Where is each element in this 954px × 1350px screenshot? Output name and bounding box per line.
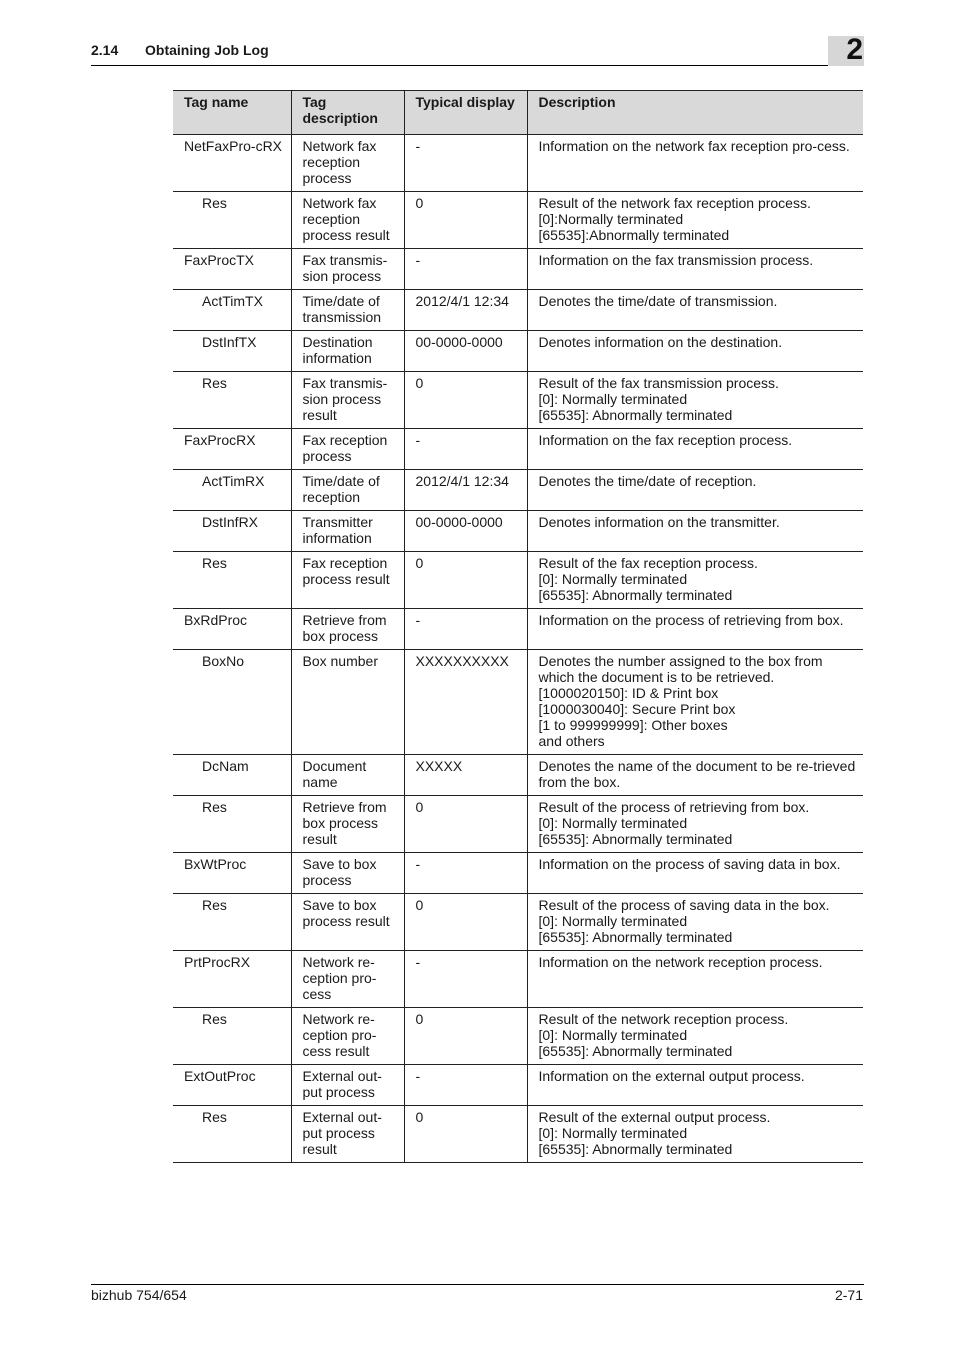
cell-tag-description: Destination information bbox=[291, 331, 404, 372]
cell-tag-name: Res bbox=[173, 1008, 291, 1065]
cell-description: Information on the fax transmission process. bbox=[527, 249, 863, 290]
cell-typical-display: 0 bbox=[404, 192, 527, 249]
cell-tag-name: DcNam bbox=[173, 755, 291, 796]
cell-tag-description: Save to box process result bbox=[291, 894, 404, 951]
cell-typical-display: 0 bbox=[404, 552, 527, 609]
table-row bbox=[173, 951, 863, 1008]
cell-typical-display: 00-0000-0000 bbox=[404, 511, 527, 552]
table-row bbox=[173, 755, 863, 796]
cell-tag-name: PrtProcRX bbox=[173, 951, 291, 1008]
cell-typical-display: XXXXXXXXXX bbox=[404, 650, 527, 755]
table-row bbox=[173, 1008, 863, 1065]
cell-tag-name: DstInfRX bbox=[173, 511, 291, 552]
cell-description: Result of the network reception process. [0]: Normally terminated [65535]: Abnormally terminated bbox=[527, 1008, 863, 1065]
cell-tag-name: BxWtProc bbox=[173, 853, 291, 894]
cell-tag-description: External out-put process bbox=[291, 1065, 404, 1106]
cell-tag-description: Network re-ception pro-cess result bbox=[291, 1008, 404, 1065]
cell-tag-name: Res bbox=[173, 192, 291, 249]
cell-tag-name: FaxProcTX bbox=[173, 249, 291, 290]
cell-tag-name: Res bbox=[173, 1106, 291, 1163]
table-row bbox=[173, 470, 863, 511]
cell-tag-description: Retrieve from box process result bbox=[291, 796, 404, 853]
chapter-badge bbox=[828, 33, 864, 66]
cell-typical-display: - bbox=[404, 429, 527, 470]
cell-tag-name: Res bbox=[173, 796, 291, 853]
cell-tag-name: NetFaxPro-cRX bbox=[173, 135, 291, 192]
column-header-typical-display: Typical display bbox=[404, 91, 527, 135]
table-row bbox=[173, 1106, 863, 1163]
table-row bbox=[173, 650, 863, 755]
cell-tag-description: Network re-ception pro-cess bbox=[291, 951, 404, 1008]
cell-tag-description: Transmitter information bbox=[291, 511, 404, 552]
cell-tag-name: ActTimTX bbox=[173, 290, 291, 331]
cell-tag-description: Retrieve from box process bbox=[291, 609, 404, 650]
cell-tag-name: Res bbox=[173, 894, 291, 951]
cell-description: Information on the fax reception process. bbox=[527, 429, 863, 470]
table-header-row bbox=[173, 91, 863, 135]
cell-tag-description: External out-put process result bbox=[291, 1106, 404, 1163]
table-row bbox=[173, 796, 863, 853]
cell-tag-description: Time/date of reception bbox=[291, 470, 404, 511]
chapter-number: 2 bbox=[846, 33, 863, 66]
cell-description: Information on the external output process. bbox=[527, 1065, 863, 1106]
cell-tag-name: ActTimRX bbox=[173, 470, 291, 511]
cell-description: Result of the fax transmission process. [0]: Normally terminated [65535]: Abnormally terminated bbox=[527, 372, 863, 429]
table-row bbox=[173, 1065, 863, 1106]
cell-description: Result of the process of retrieving from box. [0]: Normally terminated [65535]: Abnormally terminated bbox=[527, 796, 863, 853]
cell-description: Information on the process of retrieving from box. bbox=[527, 609, 863, 650]
table-row bbox=[173, 135, 863, 192]
cell-typical-display: 00-0000-0000 bbox=[404, 331, 527, 372]
cell-description: Result of the external output process. [0]: Normally terminated [65535]: Abnormally terminated bbox=[527, 1106, 863, 1163]
cell-description: Denotes the time/date of transmission. bbox=[527, 290, 863, 331]
cell-typical-display: 0 bbox=[404, 1106, 527, 1163]
cell-typical-display: 0 bbox=[404, 894, 527, 951]
cell-description: Denotes information on the transmitter. bbox=[527, 511, 863, 552]
cell-typical-display: XXXXX bbox=[404, 755, 527, 796]
table-row bbox=[173, 249, 863, 290]
cell-typical-display: 2012/4/1 12:34 bbox=[404, 470, 527, 511]
cell-tag-name: Res bbox=[173, 372, 291, 429]
section-number: 2.14 bbox=[91, 42, 119, 58]
cell-tag-name: FaxProcRX bbox=[173, 429, 291, 470]
cell-tag-description: Fax reception process bbox=[291, 429, 404, 470]
page-number: 2-71 bbox=[834, 1287, 863, 1303]
column-header-tag-description: Tag description bbox=[291, 91, 404, 135]
cell-tag-name: Res bbox=[173, 552, 291, 609]
footer-rule bbox=[91, 1284, 864, 1285]
section-title: Obtaining Job Log bbox=[145, 42, 269, 58]
cell-description: Denotes the time/date of reception. bbox=[527, 470, 863, 511]
cell-description: Information on the process of saving data in box. bbox=[527, 853, 863, 894]
cell-description: Denotes the number assigned to the box from which the document is to be retrieved. [1000020150]: ID & Print box [1000030040]: Secure Print box [1 to 999999999]: Other boxes and others bbox=[527, 650, 863, 755]
cell-tag-description: Box number bbox=[291, 650, 404, 755]
job-log-tag-table bbox=[173, 90, 863, 1163]
page-header bbox=[91, 40, 864, 66]
cell-typical-display: 2012/4/1 12:34 bbox=[404, 290, 527, 331]
cell-description: Denotes the name of the document to be re-trieved from the box. bbox=[527, 755, 863, 796]
cell-typical-display: - bbox=[404, 1065, 527, 1106]
table-row bbox=[173, 609, 863, 650]
cell-description: Result of the fax reception process. [0]: Normally terminated [65535]: Abnormally terminated bbox=[527, 552, 863, 609]
table-row bbox=[173, 894, 863, 951]
table-row bbox=[173, 552, 863, 609]
table-row bbox=[173, 429, 863, 470]
cell-tag-description: Fax transmis-sion process result bbox=[291, 372, 404, 429]
cell-typical-display: - bbox=[404, 135, 527, 192]
cell-description: Denotes information on the destination. bbox=[527, 331, 863, 372]
cell-tag-name: BxRdProc bbox=[173, 609, 291, 650]
cell-tag-description: Fax reception process result bbox=[291, 552, 404, 609]
column-header-tag-name: Tag name bbox=[173, 91, 291, 135]
cell-description: Result of the network fax reception process. [0]:Normally terminated [65535]:Abnormally terminated bbox=[527, 192, 863, 249]
cell-tag-name: ExtOutProc bbox=[173, 1065, 291, 1106]
cell-tag-description: Time/date of transmission bbox=[291, 290, 404, 331]
cell-typical-display: 0 bbox=[404, 372, 527, 429]
table-row bbox=[173, 192, 863, 249]
cell-tag-description: Network fax reception process bbox=[291, 135, 404, 192]
cell-typical-display: - bbox=[404, 249, 527, 290]
cell-tag-description: Fax transmis-sion process bbox=[291, 249, 404, 290]
cell-typical-display: - bbox=[404, 951, 527, 1008]
cell-description: Information on the network reception process. bbox=[527, 951, 863, 1008]
product-name: bizhub 754/654 bbox=[91, 1287, 187, 1303]
cell-tag-description: Save to box process bbox=[291, 853, 404, 894]
cell-tag-name: BoxNo bbox=[173, 650, 291, 755]
cell-typical-display: 0 bbox=[404, 796, 527, 853]
table-row bbox=[173, 511, 863, 552]
cell-typical-display: 0 bbox=[404, 1008, 527, 1065]
table-row bbox=[173, 853, 863, 894]
table-row bbox=[173, 372, 863, 429]
cell-description: Information on the network fax reception pro-cess. bbox=[527, 135, 863, 192]
cell-typical-display: - bbox=[404, 609, 527, 650]
column-header-description: Description bbox=[527, 91, 863, 135]
cell-typical-display: - bbox=[404, 853, 527, 894]
table-row bbox=[173, 290, 863, 331]
cell-description: Result of the process of saving data in the box. [0]: Normally terminated [65535]: Abnormally terminated bbox=[527, 894, 863, 951]
table-row bbox=[173, 331, 863, 372]
cell-tag-description: Document name bbox=[291, 755, 404, 796]
cell-tag-description: Network fax reception process result bbox=[291, 192, 404, 249]
cell-tag-name: DstInfTX bbox=[173, 331, 291, 372]
header-rule bbox=[91, 65, 864, 66]
